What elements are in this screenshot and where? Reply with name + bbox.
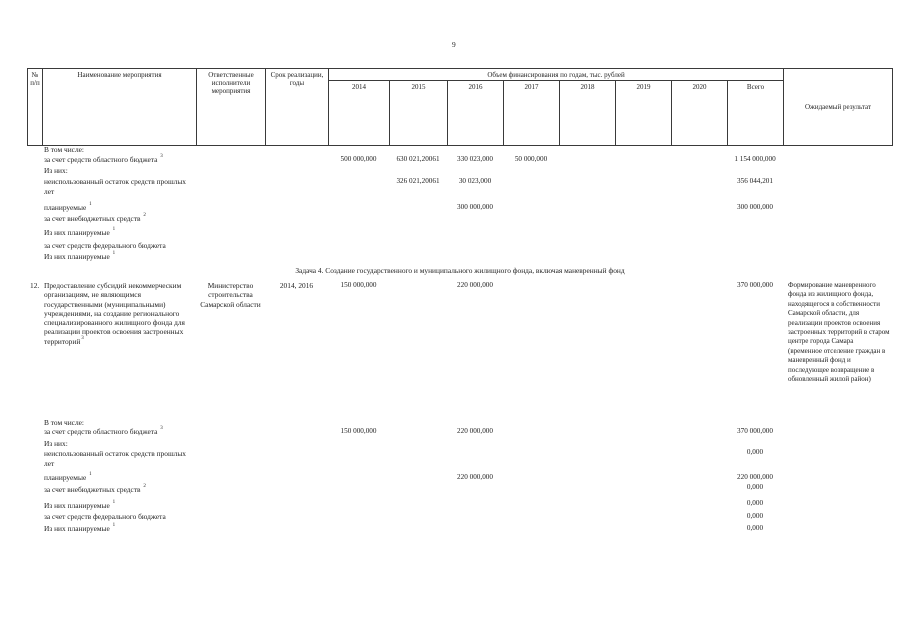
row-label: неиспользованный остаток средств прошлых bbox=[44, 449, 186, 458]
header-year-2019: 2019 bbox=[615, 80, 672, 146]
item-responsible-line: Самарской области bbox=[200, 299, 261, 309]
item-name-line bbox=[44, 337, 185, 346]
value-total: 370 000,000 bbox=[737, 281, 773, 289]
item-name-line: учреждениями, на создание регионального bbox=[44, 308, 180, 318]
header-name-cell bbox=[42, 68, 197, 146]
value-2016: 220 000,000 bbox=[457, 427, 493, 435]
item-name-line: Предоставление субсидий некоммерческим bbox=[44, 281, 182, 290]
value-2015: 630 021,20061 bbox=[396, 155, 440, 163]
value-2016: 30 023,000 bbox=[458, 177, 492, 185]
header-term-line: Срок реализации, bbox=[270, 71, 324, 79]
result-line: реализации проектов освоения bbox=[788, 318, 881, 327]
row-label-text: за счет средств областного бюджета bbox=[44, 427, 158, 436]
breakdown-row-including bbox=[0, 418, 905, 427]
header-num-symbol: № bbox=[31, 71, 39, 79]
row-label-text: за счет внебюджетных средств bbox=[44, 214, 141, 223]
value-total: 300 000,000 bbox=[737, 203, 773, 211]
breakdown-row-federal-budget bbox=[0, 241, 905, 250]
value-2016: 300 000,000 bbox=[457, 203, 493, 211]
footnote-mark: 1 bbox=[89, 202, 92, 207]
header-responsible-line: исполнители bbox=[211, 79, 251, 87]
row-label: за счет средств федерального бюджета bbox=[44, 512, 166, 521]
footnote-mark: 1 bbox=[112, 523, 116, 528]
footnote-mark: 1 bbox=[112, 251, 116, 256]
row-label-text: Из них планируемые bbox=[44, 501, 110, 510]
row-label-text: за счет средств областного бюджета bbox=[44, 155, 158, 164]
row-label-text: планируемые bbox=[44, 203, 87, 212]
item-number: 12. bbox=[30, 281, 40, 290]
footnote-mark: 3 bbox=[160, 426, 163, 431]
breakdown-row-extrabudgetary-planned bbox=[0, 228, 905, 237]
item-name-line: государственными (муниципальными) bbox=[44, 299, 166, 309]
header-financing-label: Объем финансирования по годам, тыс. рублей bbox=[487, 71, 625, 79]
value-total: 356 044,201 bbox=[737, 177, 773, 185]
item-values-row bbox=[0, 281, 905, 290]
header-term-cell bbox=[265, 68, 329, 146]
footnote-mark: 1 bbox=[112, 227, 116, 232]
breakdown-row-regional-budget bbox=[0, 427, 905, 436]
value-total: 370 000,000 bbox=[737, 427, 773, 435]
value-total: 0,000 bbox=[746, 512, 764, 520]
value-2016: 220 000,000 bbox=[457, 473, 493, 481]
footnote-mark: 2 bbox=[143, 213, 146, 218]
value-total: 0,000 bbox=[746, 448, 764, 456]
result-line: Формирование маневренного bbox=[788, 281, 876, 289]
breakdown-row-planned bbox=[0, 473, 905, 482]
row-label: В том числе: bbox=[44, 145, 84, 154]
breakdown-row-extrabudgetary bbox=[0, 214, 905, 223]
breakdown-row-unused-balance bbox=[0, 449, 905, 458]
row-label: В том числе: bbox=[44, 418, 84, 427]
row-label: Из них: bbox=[44, 166, 68, 175]
row-label bbox=[44, 501, 115, 510]
row-label bbox=[44, 155, 163, 164]
value-2014: 150 000,000 bbox=[340, 281, 377, 289]
header-term-line: годы bbox=[289, 79, 305, 87]
breakdown-row-unused-balance bbox=[0, 177, 905, 186]
header-num-pp: п/п bbox=[30, 79, 40, 87]
breakdown-row-extrabudgetary bbox=[0, 485, 905, 494]
header-responsible-line: мероприятия bbox=[211, 87, 251, 95]
header-result-label: Ожидаемый результат bbox=[804, 103, 872, 111]
result-line: маневренный фонд и bbox=[788, 356, 851, 365]
result-line: застроенных территорий в старом bbox=[788, 327, 890, 336]
result-line: находящегося в собственности bbox=[788, 299, 880, 308]
breakdown-row-federal-planned bbox=[0, 252, 905, 261]
table-header bbox=[27, 68, 893, 146]
footnote-mark: 3 bbox=[81, 335, 84, 341]
header-responsible-cell bbox=[196, 68, 266, 146]
footnote-mark: 1 bbox=[112, 500, 116, 505]
value-total: 1 154 000,000 bbox=[734, 155, 776, 163]
row-label: неиспользованный остаток средств прошлых bbox=[44, 177, 186, 186]
breakdown-row-planned bbox=[0, 203, 905, 212]
result-line: фонда из жилищного фонда, bbox=[788, 290, 874, 299]
row-label-text: Из них планируемые bbox=[44, 524, 110, 533]
item-expected-result bbox=[788, 281, 890, 384]
header-result-cell bbox=[783, 68, 893, 146]
breakdown-row-extrabudgetary-planned bbox=[0, 501, 905, 510]
item-responsible-line: строительства bbox=[208, 290, 253, 300]
footnote-mark: 1 bbox=[89, 472, 92, 477]
header-year-2020: 2020 bbox=[671, 80, 728, 146]
row-label bbox=[44, 203, 92, 212]
value-total: 0,000 bbox=[746, 524, 764, 532]
breakdown-row-federal-budget bbox=[0, 512, 905, 521]
row-label: за счет средств федерального бюджета bbox=[44, 241, 166, 250]
header-year-2017: 2017 bbox=[503, 80, 560, 146]
row-label bbox=[44, 485, 146, 494]
value-2014: 150 000,000 bbox=[340, 427, 377, 435]
header-year-2018: 2018 bbox=[559, 80, 616, 146]
breakdown-row-including bbox=[0, 145, 905, 154]
header-num-cell bbox=[27, 68, 43, 146]
breakdown-row-of-them bbox=[0, 439, 905, 448]
item-responsible-line: Министерство bbox=[207, 281, 254, 290]
row-label bbox=[44, 473, 92, 482]
breakdown-row-federal-planned bbox=[0, 524, 905, 533]
row-label bbox=[44, 524, 115, 533]
row-label bbox=[44, 214, 146, 223]
value-2017: 50 000,000 bbox=[514, 155, 548, 163]
value-2015: 326 021,20061 bbox=[396, 177, 440, 185]
header-year-2014: 2014 bbox=[328, 80, 390, 146]
row-label-text: за счет внебюджетных средств bbox=[44, 485, 141, 494]
result-line: (временное отселение граждан в bbox=[788, 346, 886, 355]
row-label-text: Из них планируемые bbox=[44, 228, 110, 237]
header-responsible-line: Ответственные bbox=[208, 71, 254, 79]
item-term: 2014, 2016 bbox=[279, 281, 314, 290]
row-label: Из них: bbox=[44, 439, 68, 448]
result-line: последующее возвращение в bbox=[788, 365, 875, 374]
header-year-2015: 2015 bbox=[389, 80, 448, 146]
value-2016: 220 000,000 bbox=[457, 281, 493, 289]
breakdown-row-regional-budget bbox=[0, 155, 905, 164]
breakdown-row-unused-balance-cont bbox=[0, 459, 905, 468]
header-year-2016: 2016 bbox=[447, 80, 504, 146]
row-label bbox=[44, 252, 115, 261]
item-name-line: специализированного жилищного фонда для bbox=[44, 318, 185, 328]
header-total: Всего bbox=[727, 80, 784, 146]
row-label-continuation: лет bbox=[44, 459, 55, 468]
row-label-text: Из них планируемые bbox=[44, 252, 110, 261]
value-2014: 500 000,000 bbox=[340, 155, 377, 163]
row-label bbox=[44, 228, 115, 237]
row-label bbox=[44, 427, 163, 436]
result-line: Самарской области, для bbox=[788, 309, 860, 318]
value-total: 220 000,000 bbox=[737, 473, 773, 481]
breakdown-row-of-them bbox=[0, 166, 905, 175]
footnote-mark: 2 bbox=[143, 484, 146, 489]
row-label-continuation: лет bbox=[44, 187, 55, 196]
item-name-line: реализации проектов освоения застроенных bbox=[44, 327, 184, 337]
item-name-text: территорий bbox=[44, 336, 81, 346]
result-line: центре города Самара bbox=[788, 337, 854, 346]
header-name-label: Наименование мероприятия bbox=[77, 71, 162, 79]
value-total: 0,000 bbox=[746, 499, 764, 507]
breakdown-row-unused-balance-cont bbox=[0, 187, 905, 196]
result-line: обновленный жилой район) bbox=[788, 374, 871, 383]
value-2016: 330 023,000 bbox=[457, 155, 493, 163]
value-total: 0,000 bbox=[746, 483, 764, 491]
item-name-line: организациям, не являющимся bbox=[44, 290, 141, 300]
footnote-mark: 3 bbox=[160, 154, 163, 159]
item-name bbox=[44, 281, 185, 346]
row-label-text: планируемые bbox=[44, 473, 87, 482]
page-number: 9 bbox=[452, 40, 456, 49]
task-heading: Задача 4. Создание государственного и муниципального жилищного фонда, включая маневренный фонд bbox=[295, 266, 625, 275]
